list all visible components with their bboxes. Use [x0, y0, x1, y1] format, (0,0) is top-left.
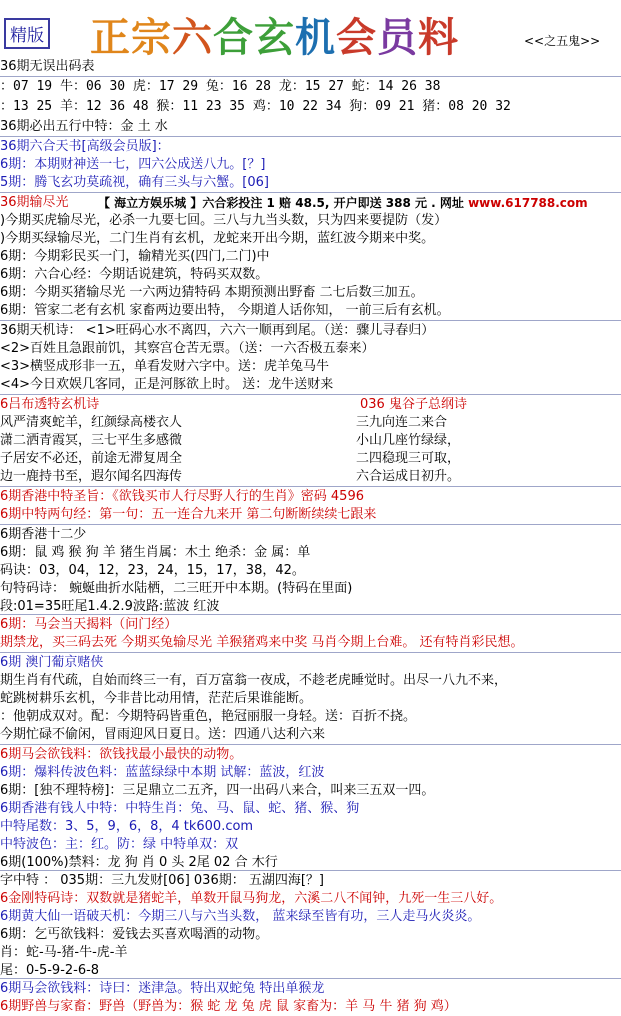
content-line: 句特码诗： 蜿蜒曲折水陆栖，二三旺开中本期。(特码在里面) — [0, 581, 353, 596]
content-line: 36期无误出码表 — [0, 59, 95, 74]
content-line: 6金刚特码诗：双数就是猪蛇羊，单数开鼠马狗龙，六溪二八不闻钟，九死一生三八好。 — [0, 891, 503, 906]
content-line: 字中特 ： 035期：三九发财[06] 036期： 五湖四海[？] — [0, 873, 324, 888]
content-line: 6期：[独不理特榜]：三足鼎立二五齐，四一出码八来合，叫来三五双一四。 — [0, 783, 435, 798]
divider — [0, 192, 621, 193]
content-line: 36期天机诗： <1>旺码心水不离四，六六一顺再到尾。（送：骤儿寻春归） — [0, 323, 435, 338]
content-line: 风严清爽蛇羊，红颜绿高楼衣人 — [0, 415, 183, 430]
content-line: 6期：今期买猪输尽光 一六两边猜特码 本期预测出野畜 二七后数三加五。 — [0, 285, 424, 300]
page-title — [90, 6, 459, 63]
page-header — [0, 0, 621, 62]
divider — [0, 614, 621, 615]
guiguzi-line: 六合运成日初升。 — [350, 468, 460, 486]
divider — [0, 652, 621, 653]
divider — [0, 870, 621, 871]
content-line: 肖：蛇-马-猪-牛-虎-羊 — [0, 945, 128, 960]
title-char: 正 — [90, 14, 131, 61]
content-line: 段:01=35旺尾1.4.2.9波路:蓝波 红波 — [0, 599, 220, 614]
content-line: 6期香港十二少 — [0, 527, 87, 542]
title-char: 合 — [213, 14, 254, 61]
content-line: 6期：爆料传波色料：蓝蓝绿绿中本期 试解：蓝波，红波 — [0, 765, 325, 780]
content-line: 潇二洒青霞冥，三七平生多感微 — [0, 433, 183, 448]
title-char: 六 — [172, 14, 213, 61]
advert-text: 【 海立方娱乐城 】六合彩投注 1 赔 48.5, 开户即送 388 元 . 网址 — [98, 196, 469, 210]
content-line: 6期 澳门葡京赌侠 — [0, 655, 104, 670]
content-line: 6期：管家二老有玄机 家畜两边要出特， 今期道人话你知， 一前三后有玄机。 — [0, 303, 450, 318]
content-line: 期生肖有代疏，自始而终三一有，百万富翁一夜成，不趁老虎睡觉时。出尽一八九不来， — [0, 673, 508, 688]
content-line: 6期马会欲钱料：欲钱找最小最快的动物。 — [0, 747, 243, 762]
content-line: 6期黄大仙一语破天机：今期三八与六当头数， 蓝来绿至皆有功，三人走马火炎炎。 — [0, 909, 481, 924]
content-line: <4>今日欢娱几客同，正是河豚欲上时。 送：龙牛送财来 — [0, 377, 334, 392]
divider — [0, 486, 621, 487]
guiguzi-line: 小山几座竹绿绿， — [350, 432, 460, 450]
right-column-heading — [360, 396, 467, 414]
header-tag: <<之五鬼>> — [524, 34, 601, 48]
content-line: )今期买虎输尽光，必杀一九要七回。三八与九当头数，只为四来要提防（发） — [0, 213, 448, 228]
content-line: 6期香港中特圣旨：《欲钱买市人行尽野人行的生肖》密码 4596 — [0, 489, 364, 504]
advert-url[interactable]: www.617788.com — [468, 196, 588, 210]
guiguzi-line: 三九向连二来合 — [350, 414, 447, 432]
content-line: 中特波色：主：红。防：绿 中特单双：双 — [0, 837, 239, 852]
divider — [0, 320, 621, 321]
content-line: 36期六合天书[高级会员版]： — [0, 139, 170, 154]
divider — [0, 524, 621, 525]
content-line: )今期买绿输尽光，二门生肖有玄机，龙蛇来开出今期，蓝红波今期来中奖。 — [0, 231, 435, 246]
content-line: 子居安不必还，前途无滞复周全 — [0, 451, 183, 466]
content-line: ：他朝成双对。配：今期特码皆重色，艳冠丽服一身轻。送：百折不挠。 — [0, 709, 417, 724]
content-line: 蛇跳树耕乐玄机，今非昔比动用情，茫茫后果谁能断。 — [0, 691, 313, 706]
content-line: 期禁龙，买三码去死 今期买兔输尽光 羊猴猪鸡来中奖 马肖今期上台难。 还有特肖彩民想。 — [0, 635, 524, 650]
title-char: 宗 — [131, 14, 172, 61]
edition-badge: 精版 — [4, 18, 50, 49]
content-line: 今期忙碌不偷闲，冒雨迎风日夏日。送：四通八达利六来 — [0, 727, 326, 742]
divider — [0, 394, 621, 395]
content-line: 6期：今期彩民买一门，输精光买(四门,二门)中 — [0, 249, 270, 264]
title-char: 机 — [295, 14, 336, 61]
content-line: 5期：腾飞玄功莫疏视，确有三头与六蟹。[06] — [0, 175, 269, 190]
content-line: 边一鹿持书至，遐尔闻名四海传 — [0, 469, 183, 484]
content-line: 码诀：03，04，12，23，24，15，17，38，42。 — [0, 563, 305, 578]
content-line: <2>百姓且急跟前饥，其察宫仓苦无票。（送：一六否极五泰来） — [0, 341, 375, 356]
content-line: <3>横竖成形非一五，单看发财六字中。送：虎羊兔马牛 — [0, 359, 330, 374]
content-line: 6期野兽与家畜：野兽（野兽为：猴 蛇 龙 兔 虎 鼠 家畜为：羊 马 牛 猪 狗 鸡） — [0, 999, 457, 1014]
content-line: 6期(100%)禁料：龙 狗 肖 0 头 2尾 02 合 木行 — [0, 855, 278, 870]
content-line: 6期：六合心经：今期话说建筑，特码买双数。 — [0, 267, 269, 282]
guiguzi-line: 二四稳现三可取， — [350, 450, 460, 468]
title-char: 会 — [336, 14, 377, 61]
content-line: 6期香港有钱人中特：中特生肖：兔、马、鼠、蛇、猪、猴、狗 — [0, 801, 360, 816]
title-char: 料 — [418, 14, 459, 61]
content-line: 6期：马会当天揭料（问门经） — [0, 617, 178, 632]
content-line: 6期中特两句经：第一句：五一连合九来开 第二句断断续续七跟来 — [0, 507, 377, 522]
content-line: 36期输尽光 — [0, 195, 69, 210]
advert-line — [98, 194, 588, 212]
content-line: 6期：鼠 鸡 猴 狗 羊 猪生肖属：木土 绝杀：金 属：单 — [0, 545, 311, 560]
divider — [0, 136, 621, 137]
title-char: 玄 — [254, 14, 295, 61]
divider — [0, 978, 621, 979]
divider — [0, 744, 621, 745]
divider — [0, 76, 621, 77]
content-line: 36期必出五行中特：金 土 水 — [0, 119, 168, 134]
content-line: 6期：乞丐欲钱料：爱钱去买喜欢喝酒的动物。 — [0, 927, 269, 942]
content-line: ：07 19 牛：06 30 虎：17 29 兔：16 28 龙：15 27 蛇：14 26 38 — [0, 79, 441, 94]
content-line: 6期：本期财神送一七，四六公成送八九。[？] — [0, 157, 266, 172]
content-line: ：13 25 羊：12 36 48 猴：11 23 35 鸡：10 22 34 狗：09 21 猪：08 20 32 — [0, 99, 511, 114]
guiguzi-heading: 036 鬼谷子总纲诗 — [360, 397, 467, 412]
content-line: 中特尾数：3、5，9，6，8，4 tk600.com — [0, 819, 254, 834]
content-line: 6吕布透特玄机诗 — [0, 397, 100, 412]
content-line: 尾：0-5-9-2-6-8 — [0, 963, 100, 978]
content-line: 6期马会欲钱料：诗曰：迷津急。特出双蛇兔 特出单猴龙 — [0, 981, 325, 996]
title-char: 员 — [377, 14, 418, 61]
